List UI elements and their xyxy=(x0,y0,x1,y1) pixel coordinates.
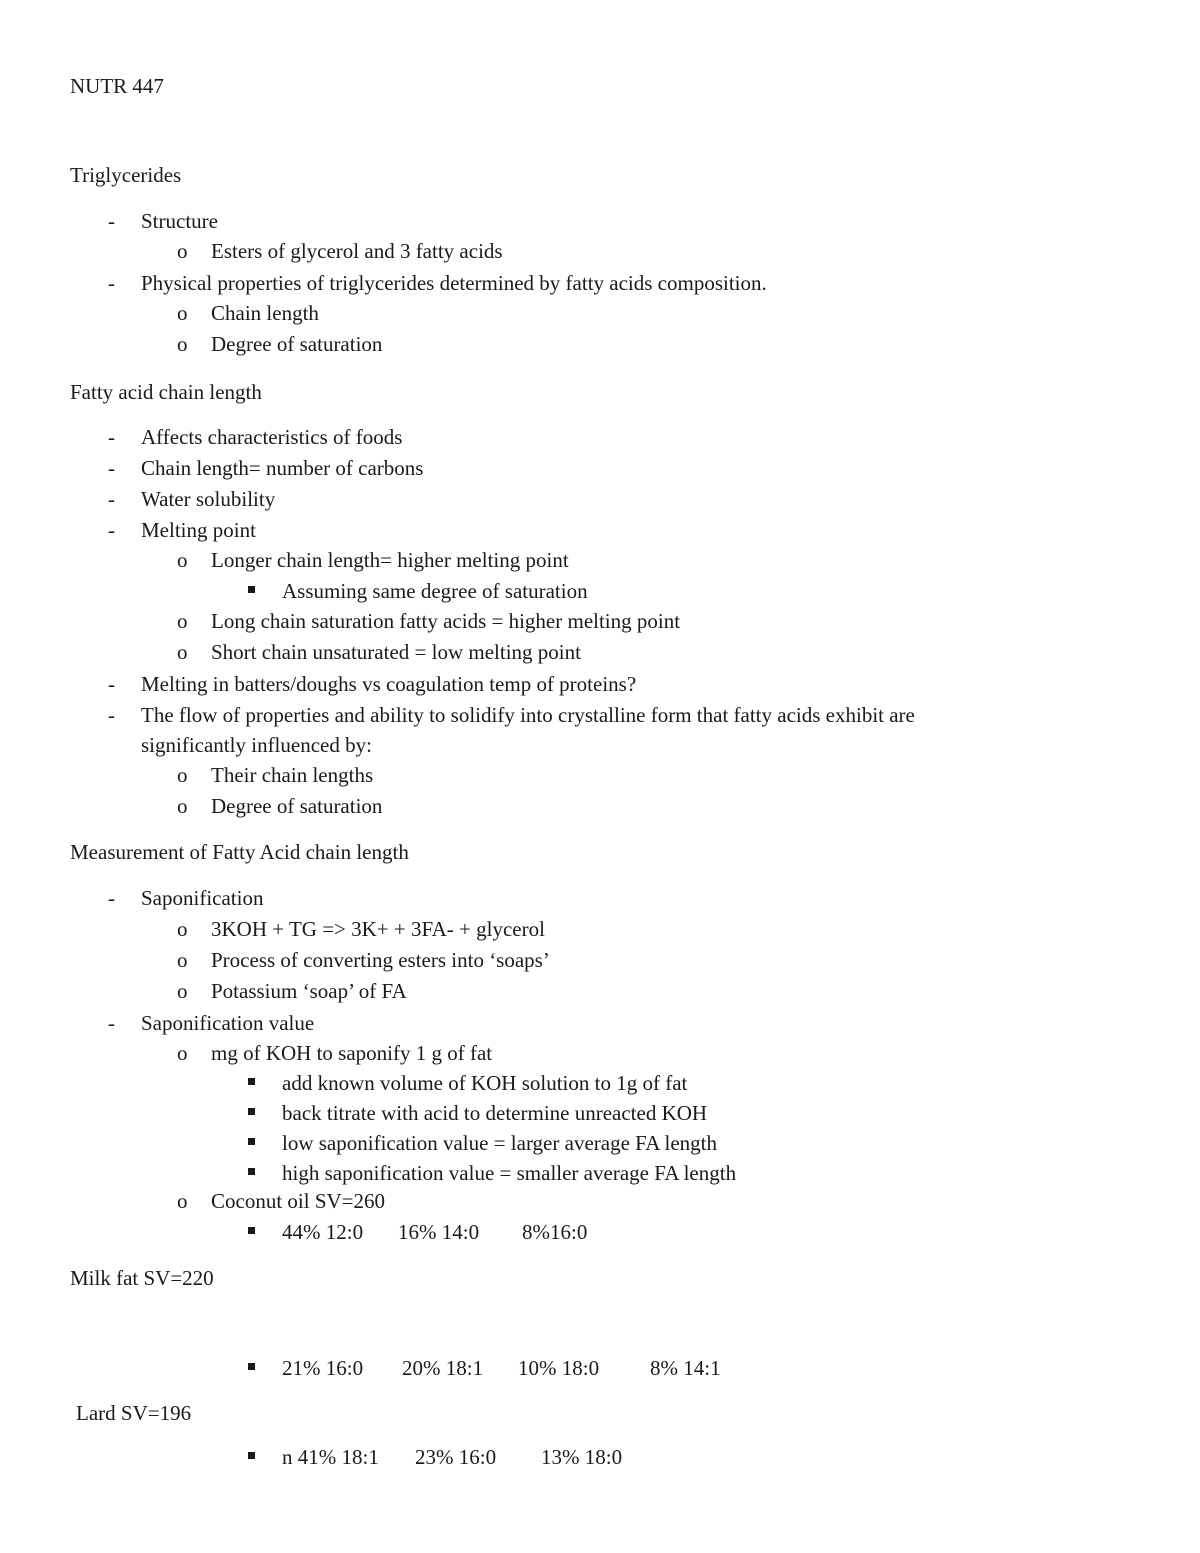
circle-bullet: o xyxy=(177,917,188,941)
fa-composition: 13% 18:0 xyxy=(541,1445,623,1469)
list-item: low saponification value = larger average FA length xyxy=(282,1131,718,1155)
dash-bullet: - xyxy=(108,209,115,233)
square-bullet-icon xyxy=(248,1078,255,1085)
fa-composition: 20% 18:1 xyxy=(402,1356,484,1380)
circle-bullet: o xyxy=(177,1041,188,1065)
list-item: back titrate with acid to determine unreacted KOH xyxy=(282,1101,708,1125)
fa-composition: 16% 14:0 xyxy=(398,1220,480,1244)
fa-composition: n 41% 18:1 xyxy=(282,1445,379,1469)
list-item: Degree of saturation xyxy=(211,332,383,356)
circle-bullet: o xyxy=(177,763,188,787)
circle-bullet: o xyxy=(177,640,188,664)
list-item: The flow of properties and ability to solidify into crystalline form that fatty acids exhibit are xyxy=(141,703,915,727)
list-item: Saponification value xyxy=(141,1011,315,1035)
list-item: high saponification value = smaller average FA length xyxy=(282,1161,737,1185)
circle-bullet: o xyxy=(177,1189,188,1213)
heading-lard: Lard SV=196 xyxy=(76,1401,192,1425)
list-item: Chain length= number of carbons xyxy=(141,456,424,480)
list-item: Potassium ‘soap’ of FA xyxy=(211,979,407,1003)
list-item: Coconut oil SV=260 xyxy=(211,1189,386,1213)
fa-composition: 44% 12:0 xyxy=(282,1220,364,1244)
heading-fatty-acid-chain-length: Fatty acid chain length xyxy=(70,380,262,404)
list-item: 3KOH + TG => 3K+ + 3FA- + glycerol xyxy=(211,917,545,941)
square-bullet-icon xyxy=(248,1452,255,1459)
list-item: add known volume of KOH solution to 1g of fat xyxy=(282,1071,688,1095)
dash-bullet: - xyxy=(108,703,115,727)
fa-composition: 23% 16:0 xyxy=(415,1445,497,1469)
list-item: Degree of saturation xyxy=(211,794,383,818)
list-item: Saponification xyxy=(141,886,264,910)
fa-composition: 10% 18:0 xyxy=(518,1356,600,1380)
list-item: Assuming same degree of saturation xyxy=(282,579,588,603)
dash-bullet: - xyxy=(108,456,115,480)
circle-bullet: o xyxy=(177,332,188,356)
dash-bullet: - xyxy=(108,1011,115,1035)
fa-composition: 8%16:0 xyxy=(522,1220,588,1244)
square-bullet-icon xyxy=(248,1138,255,1145)
circle-bullet: o xyxy=(177,239,188,263)
list-item: Longer chain length= higher melting point xyxy=(211,548,569,572)
dash-bullet: - xyxy=(108,886,115,910)
square-bullet-icon xyxy=(248,1108,255,1115)
list-item: Short chain unsaturated = low melting point xyxy=(211,640,581,664)
dash-bullet: - xyxy=(108,672,115,696)
list-item: Structure xyxy=(141,209,218,233)
list-item: Affects characteristics of foods xyxy=(141,425,403,449)
list-item: Physical properties of triglycerides determined by fatty acids composition. xyxy=(141,271,767,295)
list-item: mg of KOH to saponify 1 g of fat xyxy=(211,1041,493,1065)
fa-composition: 8% 14:1 xyxy=(650,1356,721,1380)
circle-bullet: o xyxy=(177,794,188,818)
list-item: Water solubility xyxy=(141,487,276,511)
dash-bullet: - xyxy=(108,518,115,542)
list-item: Melting point xyxy=(141,518,256,542)
heading-milk-fat: Milk fat SV=220 xyxy=(70,1266,214,1290)
circle-bullet: o xyxy=(177,948,188,972)
list-item: Chain length xyxy=(211,301,319,325)
heading-triglycerides: Triglycerides xyxy=(70,163,182,187)
square-bullet-icon xyxy=(248,1363,255,1370)
dash-bullet: - xyxy=(108,425,115,449)
circle-bullet: o xyxy=(177,301,188,325)
fa-composition: 21% 16:0 xyxy=(282,1356,364,1380)
circle-bullet: o xyxy=(177,979,188,1003)
list-item: Process of converting esters into ‘soaps’ xyxy=(211,948,550,972)
dash-bullet: - xyxy=(108,487,115,511)
list-item: Esters of glycerol and 3 fatty acids xyxy=(211,239,503,263)
square-bullet-icon xyxy=(248,1227,255,1234)
dash-bullet: - xyxy=(108,271,115,295)
list-item: Long chain saturation fatty acids = higher melting point xyxy=(211,609,681,633)
list-item: Their chain lengths xyxy=(211,763,374,787)
course-title: NUTR 447 xyxy=(70,74,164,98)
square-bullet-icon xyxy=(248,586,255,593)
list-item: Melting in batters/doughs vs coagulation temp of proteins? xyxy=(141,672,637,696)
square-bullet-icon xyxy=(248,1168,255,1175)
circle-bullet: o xyxy=(177,548,188,572)
list-item-continuation: significantly influenced by: xyxy=(141,733,372,757)
heading-measurement: Measurement of Fatty Acid chain length xyxy=(70,840,409,864)
circle-bullet: o xyxy=(177,609,188,633)
